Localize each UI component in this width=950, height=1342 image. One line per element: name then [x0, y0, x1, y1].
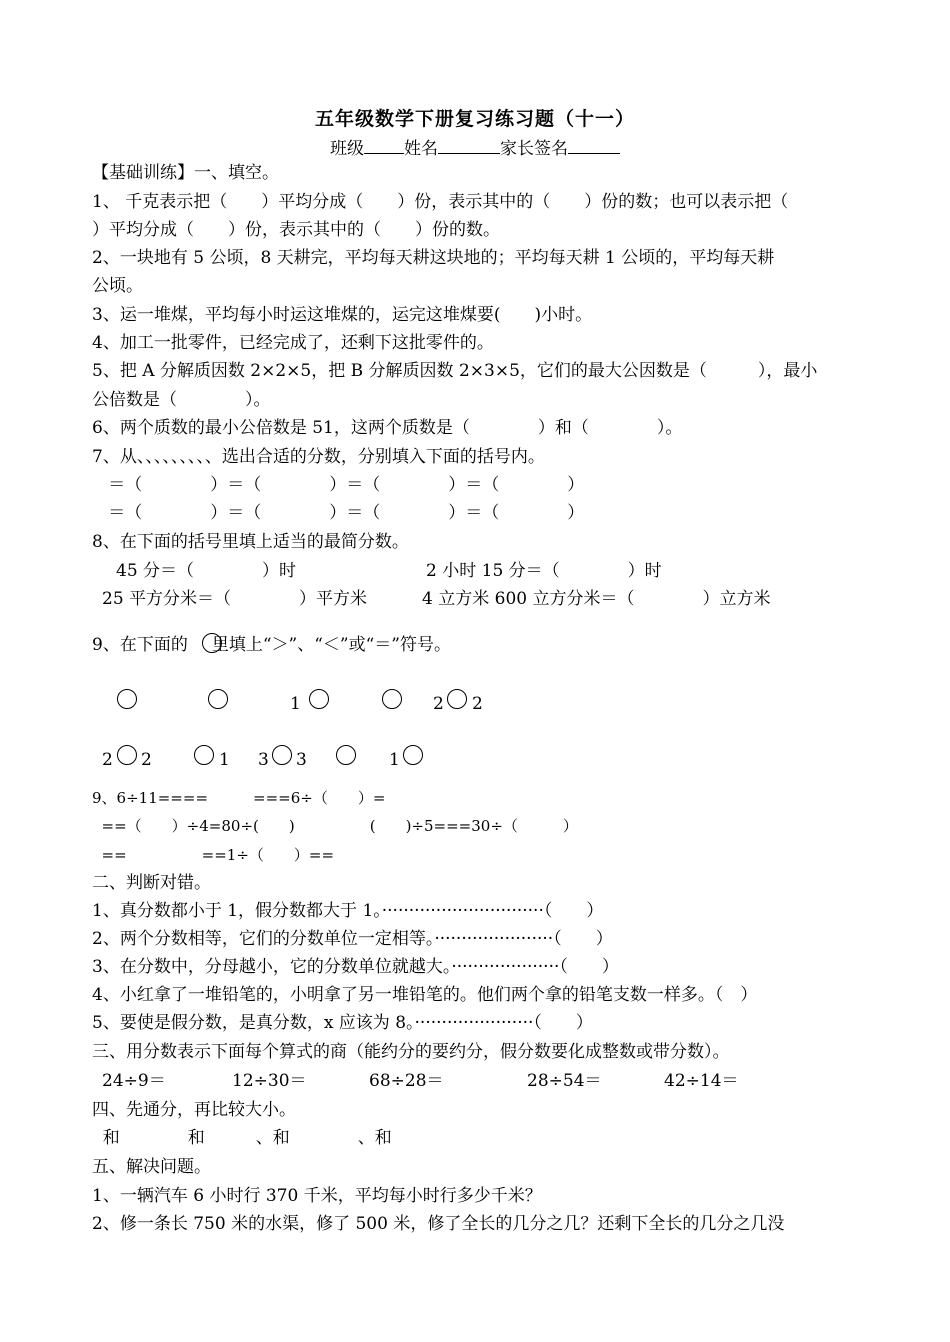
q7-row-2: ＝（ ）＝（ ）＝（ ）＝（ ） [92, 503, 585, 523]
quotient-3: 68÷28＝ [369, 1071, 444, 1091]
q9-instruction-part1: 9、在下面的 [92, 635, 188, 655]
problem-1: 1、一辆汽车 6 小时行 370 千米，平均每小时行多少千米？ [92, 1186, 542, 1206]
q2-line-1: 2、一块地有 5 公顷，8 天耕完，平均每天耕这块地的；平均每天耕 1 公顷的，平均每天耕 [92, 248, 775, 268]
tf-item-3: 3、在分数中，分母越小，它的分数单位就越大。····················（ ） [92, 957, 619, 977]
q5-line-2: 公倍数是（ ）。 [92, 390, 271, 410]
page-title: 五年级数学下册复习练习题（十一） [314, 108, 635, 130]
parent-signature-blank[interactable] [568, 139, 620, 154]
q8-item-2: 2 小时 15 分＝（ ）时 [426, 561, 662, 581]
compare-circle-8[interactable] [272, 745, 292, 765]
compare-10-left: 1 [389, 750, 400, 770]
tf-item-1: 1、真分数都小于 1，假分数都大于 1。······························（ ） [92, 901, 604, 921]
q9-instruction-part2: 里填上“＞”、“＜”或“＝”符号。 [211, 635, 451, 655]
compare-circle-7[interactable] [194, 745, 214, 765]
compare-8-right: 3 [296, 750, 307, 770]
q9b-line-2: ==（ ）÷4=80÷( ) ( )÷5===30÷（ ） [92, 817, 578, 835]
q4-line: 4、加工一批零件，已经完成了，还剩下这批零件的。 [92, 333, 494, 353]
q3-line: 3、运一堆煤，平均每小时运这堆煤的，运完这堆煤要( )小时。 [92, 305, 593, 325]
q9b-line-1: 9、6÷11==== ===6÷（ ）= [92, 789, 386, 807]
compare-circle-3[interactable] [309, 689, 329, 709]
compare-5-right: 2 [472, 694, 483, 714]
q7-row-1: ＝（ ）＝（ ）＝（ ）＝（ ） [92, 475, 585, 495]
student-info-line [0, 134, 950, 159]
compare-6-left: 2 [102, 750, 113, 770]
section-problems: 五、解决问题。 [92, 1157, 211, 1177]
quotient-2: 12÷30＝ [232, 1071, 307, 1091]
compare-circle-9[interactable] [336, 745, 356, 765]
tf-item-2: 2、两个分数相等，它们的分数单位一定相等。······················（ ） [92, 929, 613, 949]
quotient-1: 24÷9＝ [102, 1071, 166, 1091]
q8-item-1: 45 分＝（ ）时 [116, 561, 297, 581]
q1-line-1: 1、 千克表示把（ ）平均分成（ ）份，表示其中的（ ）份的数；也可以表示把（ [92, 192, 789, 212]
quotient-4: 28÷54＝ [527, 1071, 602, 1091]
q8-line: 8、在下面的括号里填上适当的最简分数。 [92, 532, 409, 552]
name-blank[interactable] [438, 139, 500, 154]
compare-circle-10[interactable] [403, 745, 423, 765]
section-basic-training: 【基础训练】一、填空。 [92, 163, 279, 183]
compare-circle-6[interactable] [117, 745, 137, 765]
compare-6-right: 2 [141, 750, 152, 770]
circle-icon [202, 633, 222, 653]
class-label: 班级 [330, 139, 364, 159]
tf-item-5: 5、要使是假分数，是真分数，x 应该为 8。······················（ ） [92, 1013, 593, 1033]
quotient-5: 42÷14＝ [664, 1071, 739, 1091]
compare-circle-5[interactable] [447, 689, 467, 709]
compare-circle-1[interactable] [117, 689, 137, 709]
q1-line-2: ）平均分成（ ）份，表示其中的（ ）份的数。 [92, 220, 500, 240]
compare-8-left: 3 [258, 750, 269, 770]
compare-circle-2[interactable] [208, 689, 228, 709]
q2-line-2: 公顷。 [92, 276, 143, 296]
q8-item-3: 25 平方分米＝（ ）平方米 [102, 589, 368, 609]
compare-7-right: 1 [219, 750, 230, 770]
section-compare: 四、先通分，再比较大小。 [92, 1100, 296, 1120]
problem-2: 2、修一条长 750 米的水渠，修了 500 米，修了全长的几分之几？还剩下全长的几分之几没 [92, 1214, 785, 1234]
q9-instruction [92, 633, 451, 657]
section-quotients: 三、用分数表示下面每个算式的商（能约分的要约分，假分数要化成整数或带分数）。 [92, 1042, 730, 1062]
q5-line-1: 5、把 A 分解质因数 2×2×5，把 B 分解质因数 2×3×5，它们的最大公因数是（ ），最小 [92, 361, 818, 381]
q6-line: 6、两个质数的最小公倍数是 51，这两个质数是（ ）和（ ）。 [92, 418, 683, 438]
compare-3-left: 1 [290, 694, 301, 714]
section-true-false: 二、判断对错。 [92, 873, 211, 893]
parent-signature-label: 家长签名 [500, 139, 568, 159]
name-label: 姓名 [404, 139, 438, 159]
tf-item-4: 4、小红拿了一堆铅笔的，小明拿了另一堆铅笔的。他们两个拿的铅笔支数一样多。（ ） [92, 985, 758, 1005]
q7-line: 7、从、、、、、、、、、选出合适的分数，分别填入下面的括号内。 [92, 447, 545, 467]
class-blank[interactable] [364, 139, 404, 154]
compare-5-left: 2 [433, 694, 444, 714]
compare-circle-4[interactable] [382, 689, 402, 709]
q8-item-4: 4 立方米 600 立方分米＝（ ）立方米 [422, 589, 771, 609]
q9b-line-3: == ==1÷（ ）== [92, 846, 335, 864]
compare-pairs: 和 和 、和 、和 [92, 1128, 392, 1148]
